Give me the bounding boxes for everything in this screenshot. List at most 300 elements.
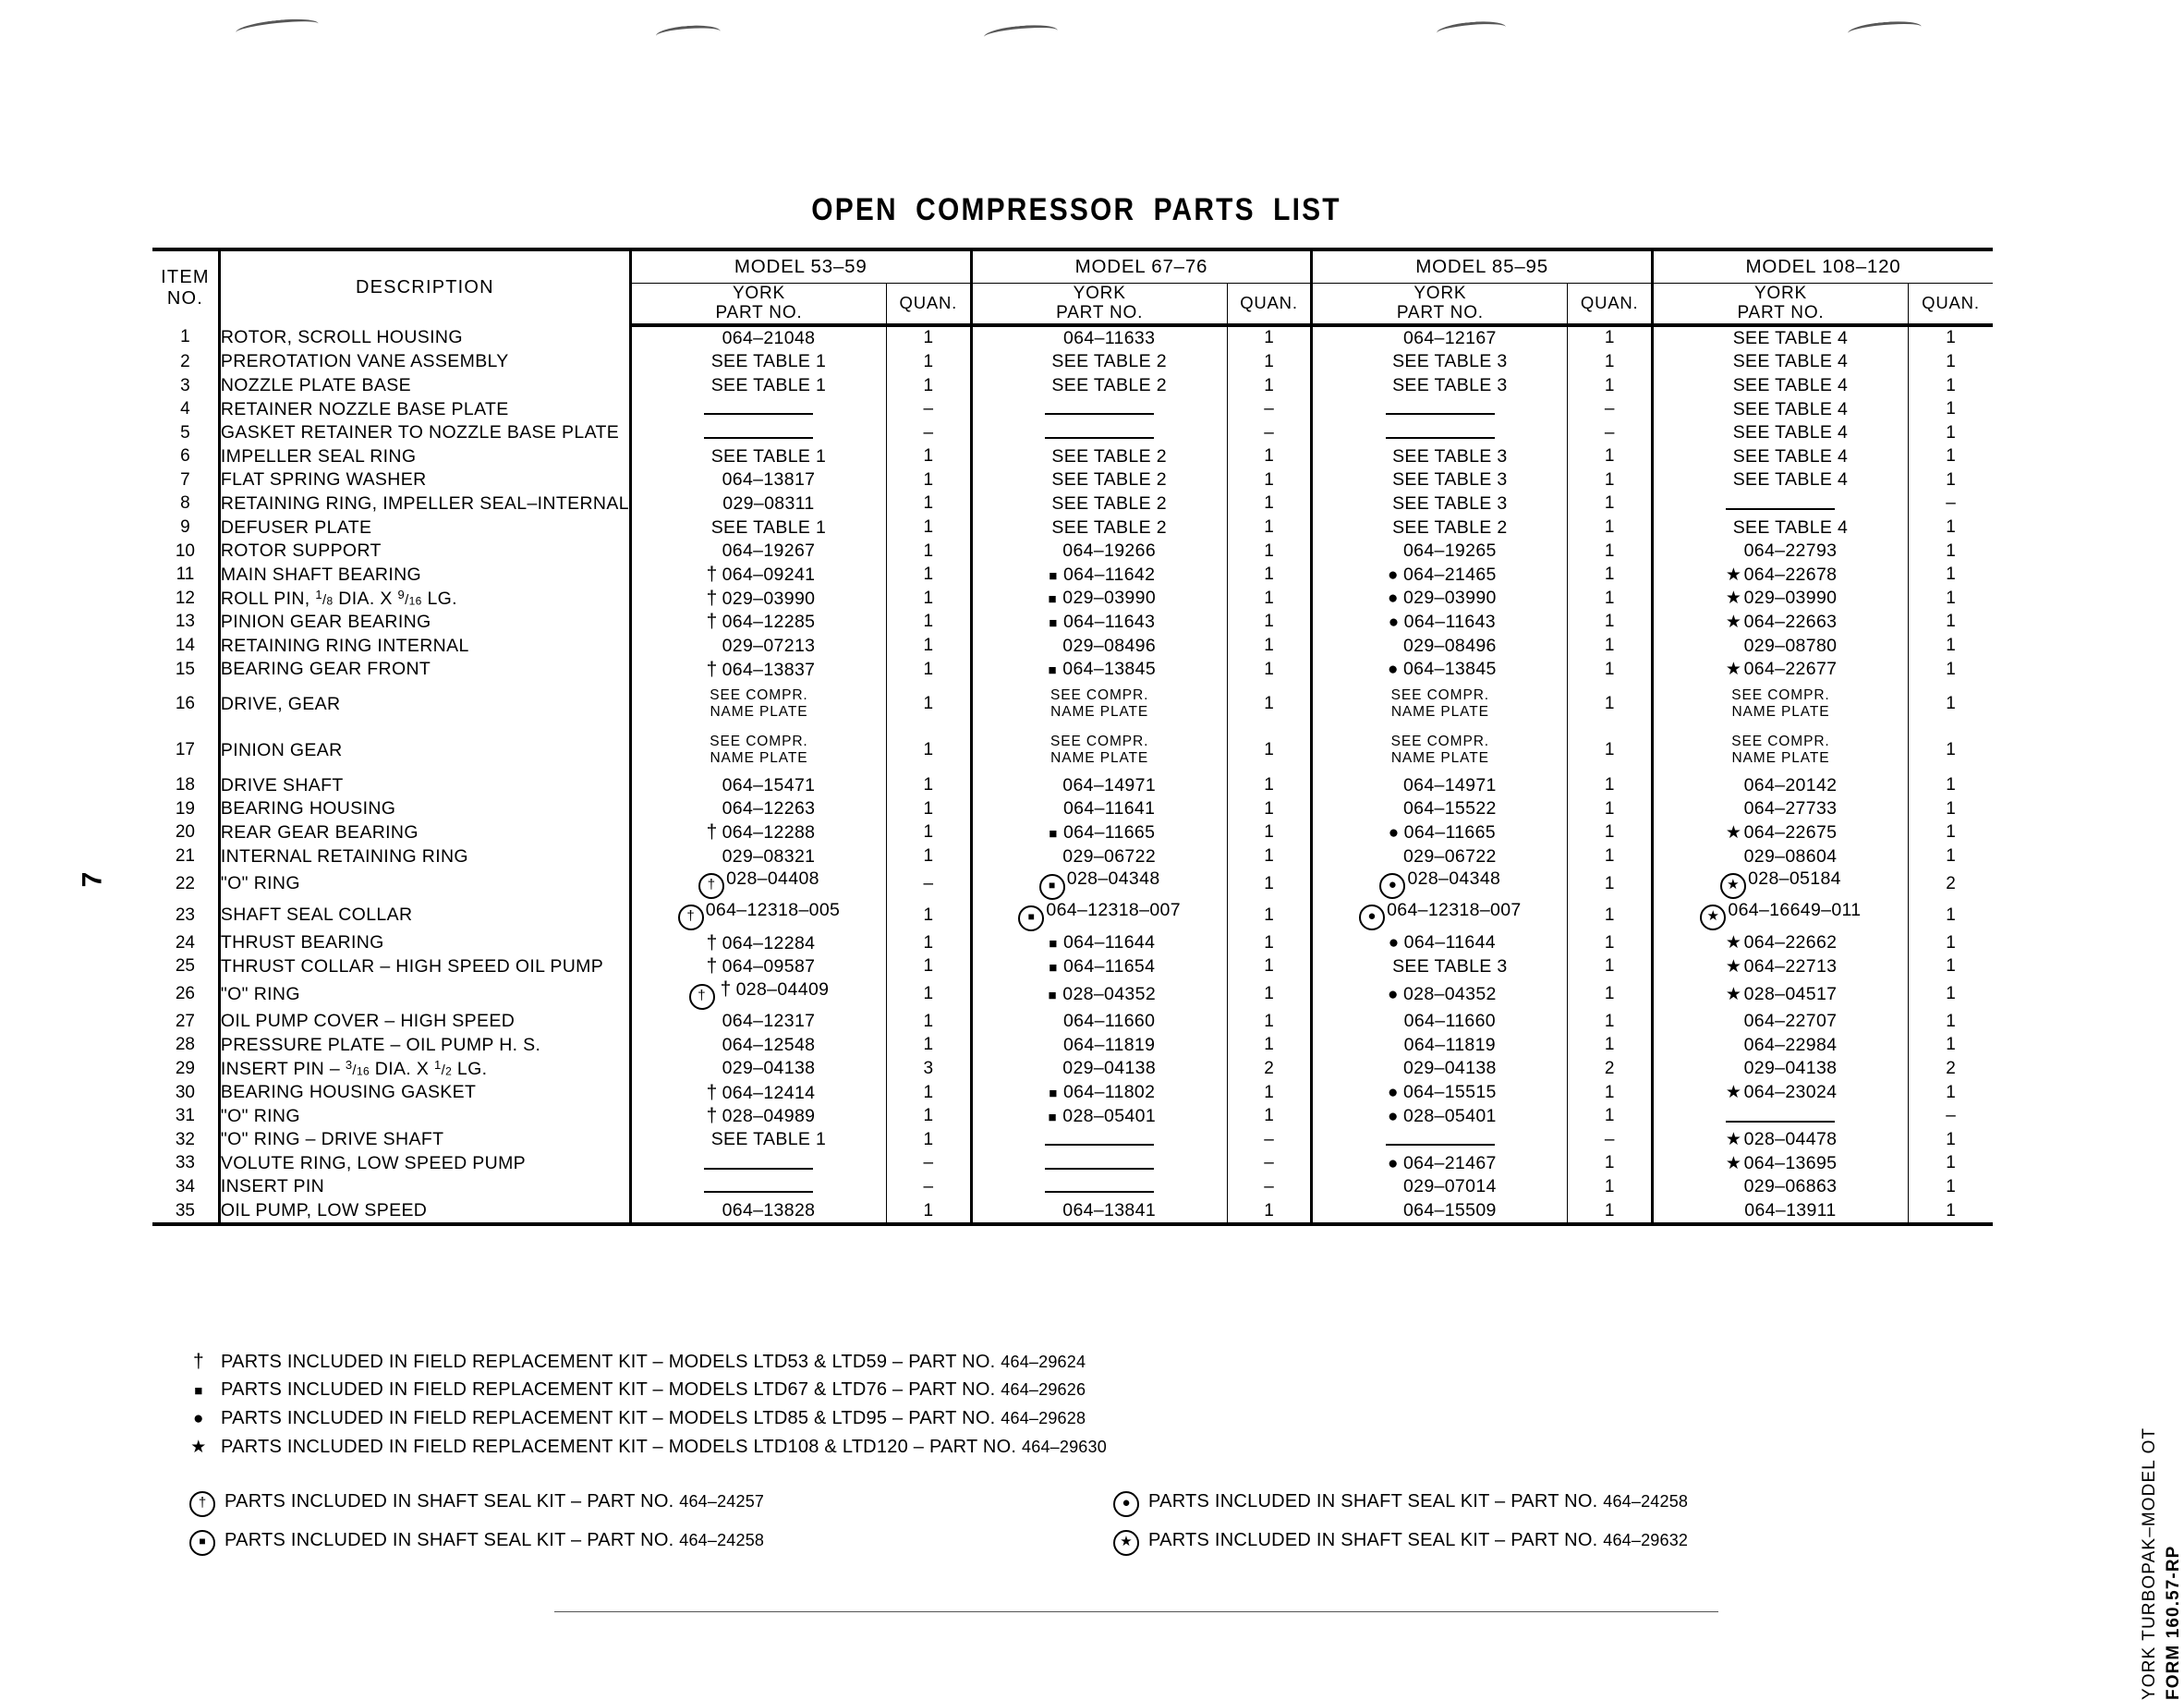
cell-description: "O" RING: [219, 1104, 630, 1128]
open-compressor-parts-table: [152, 248, 1993, 1226]
see-compressor-name-plate: SEE COMPR. NAME PLATE: [1390, 734, 1489, 767]
cell-description: BEARING HOUSING GASKET: [219, 1081, 630, 1105]
part-number-text: 028–04352: [1062, 983, 1157, 1004]
cell-quantity: 1: [1908, 350, 1993, 374]
cell-item-no: 32: [175, 1129, 195, 1149]
cell-part-number: [630, 350, 886, 374]
cell-quantity: 1: [1908, 681, 1993, 727]
cell-quantity: 1: [1227, 797, 1312, 821]
table-row: [152, 1128, 1993, 1152]
cell-description: DEFUSER PLATE: [219, 516, 630, 540]
cell-item-no: 16: [175, 694, 195, 714]
cell-part-number: [630, 516, 886, 540]
cell-part-number: [971, 397, 1227, 421]
cell-quantity: 1: [887, 931, 972, 955]
part-number-text: 029–04138: [722, 1058, 816, 1079]
cell-part-number: [971, 1034, 1227, 1058]
part-number-text: SEE TABLE 4: [1732, 516, 1849, 538]
cell-part-number: [1312, 658, 1568, 682]
part-number-text: 064–22793: [1743, 540, 1838, 562]
cell-quantity: 1: [1568, 797, 1653, 821]
table-row: [152, 681, 1993, 727]
cell-quantity: 1: [1568, 611, 1653, 635]
part-number-text: 028–04348: [1066, 868, 1160, 889]
footnote-shaft-seal-kit: [1113, 1482, 2037, 1521]
disc-marker-icon: ●: [1388, 612, 1400, 632]
cell-item-no: 12: [175, 588, 195, 608]
cell-quantity: 1: [1908, 727, 1993, 773]
cell-quantity: –: [1568, 397, 1653, 421]
not-applicable-rule: [1045, 404, 1154, 415]
part-number-text: SEE TABLE 4: [1732, 375, 1849, 396]
footnote-part-number: 464–29632: [1603, 1530, 1689, 1549]
part-number-text: SEE TABLE 3: [1392, 955, 1508, 977]
cell-part-number: [630, 563, 886, 587]
cell-part-number: [971, 1128, 1227, 1152]
footnote-part-number: 464–29624: [1001, 1353, 1086, 1371]
cell-part-number: [971, 1010, 1227, 1034]
cell-quantity: –: [1227, 421, 1312, 445]
part-number-text: 029–08780: [1743, 635, 1838, 656]
cell-part-number: [1652, 1057, 1908, 1081]
cell-part-number: [630, 1081, 886, 1105]
cell-quantity: 1: [1908, 634, 1993, 658]
not-applicable-rule: [1045, 1159, 1154, 1170]
part-number-text: 064–13911: [1744, 1200, 1837, 1221]
cell-quantity: 1: [1568, 374, 1653, 398]
part-number-text: 064–12414: [722, 1082, 816, 1103]
part-number-text: 064–22984: [1743, 1034, 1838, 1055]
table-row: [152, 540, 1993, 564]
cell-item-no: 26: [175, 984, 195, 1003]
cell-description: ROTOR SUPPORT: [219, 540, 630, 564]
cell-part-number: [1312, 611, 1568, 635]
see-compressor-name-plate: SEE COMPR. NAME PLATE: [1050, 734, 1149, 767]
cell-part-number: [971, 773, 1227, 797]
scan-artifact-1: [235, 16, 319, 40]
part-number-text: 064–22707: [1743, 1011, 1838, 1032]
cell-part-number: [1652, 1081, 1908, 1105]
cell-item-no: 34: [175, 1176, 195, 1196]
part-number-text: 064–22678: [1743, 564, 1838, 585]
disc-marker-icon: ●: [1388, 660, 1399, 680]
cell-part-number: [971, 1152, 1227, 1176]
cell-part-number: [1652, 516, 1908, 540]
footnote-symbol: [189, 1437, 221, 1458]
part-number-text: SEE TABLE 1: [710, 1129, 827, 1150]
circled-square-marker-icon: ■: [189, 1530, 215, 1556]
cell-description: FLAT SPRING WASHER: [219, 468, 630, 492]
not-applicable-rule: [704, 1159, 813, 1170]
cell-item-no: 5: [180, 422, 190, 443]
cell-quantity: 1: [1227, 727, 1312, 773]
part-number-text: 029–06863: [1743, 1176, 1838, 1197]
cell-part-number: [971, 1104, 1227, 1128]
cell-quantity: 1: [1908, 374, 1993, 398]
part-number-text: 064–27733: [1743, 798, 1838, 820]
cell-quantity: 1: [887, 587, 972, 611]
cell-quantity: 1: [1908, 978, 1993, 1010]
cell-part-number: [630, 931, 886, 955]
cell-part-number: [1652, 727, 1908, 773]
cell-quantity: 1: [887, 773, 972, 797]
disc-marker-icon: ●: [1388, 1153, 1399, 1173]
cell-item-no: 10: [175, 540, 195, 561]
cell-part-number: [1652, 1175, 1908, 1199]
cell-part-number: [971, 516, 1227, 540]
part-number-text: 028–04517: [1743, 983, 1838, 1004]
cell-quantity: 1: [887, 516, 972, 540]
cell-part-number: [971, 681, 1227, 727]
cell-part-number: [971, 492, 1227, 516]
cell-quantity: 1: [887, 797, 972, 821]
dagger-marker-icon: †: [706, 1081, 718, 1103]
cell-quantity: 1: [1568, 540, 1653, 564]
part-number-text: 029–04138: [1062, 1058, 1157, 1079]
cell-part-number: [630, 325, 886, 351]
part-number-text: 064–11641: [1062, 798, 1156, 820]
table-row: [152, 844, 1993, 868]
star-marker-icon: ★: [1725, 1153, 1742, 1173]
part-number-text: 028–04352: [1402, 983, 1497, 1004]
part-number-text: 064–13845: [1402, 659, 1497, 680]
table-row: [152, 1034, 1993, 1058]
footnote-symbol: [1113, 1525, 1148, 1556]
cell-quantity: 1: [1568, 658, 1653, 682]
part-number-text: SEE TABLE 2: [1051, 351, 1167, 372]
part-number-text: 064–21048: [722, 327, 816, 348]
part-number-text: 064–12317: [722, 1011, 816, 1032]
table-row: [152, 374, 1993, 398]
footnote-part-number: 464–24258: [1603, 1491, 1689, 1511]
cell-quantity: 1: [1568, 727, 1653, 773]
cell-item-no: 23: [175, 905, 195, 925]
disc-marker-icon: ●: [1388, 589, 1399, 609]
cell-part-number: [971, 445, 1227, 469]
cell-part-number: [1652, 681, 1908, 727]
cell-part-number: [971, 634, 1227, 658]
cell-part-number: [1652, 374, 1908, 398]
cell-item-no: 15: [175, 659, 195, 679]
cell-part-number: [971, 611, 1227, 635]
cell-part-number: [630, 1010, 886, 1034]
table-row: [152, 634, 1993, 658]
cell-part-number: [971, 900, 1227, 931]
cell-part-number: [1652, 1152, 1908, 1176]
cell-part-number: [630, 821, 886, 845]
cell-quantity: 1: [1227, 563, 1312, 587]
part-number-text: 064–11665: [1062, 821, 1156, 843]
cell-quantity: 1: [1227, 611, 1312, 635]
dagger-marker-icon: †: [706, 931, 718, 953]
part-number-text: SEE TABLE 3: [1392, 469, 1508, 491]
cell-quantity: 1: [1227, 658, 1312, 682]
disc-marker-icon: ●: [1388, 984, 1399, 1004]
cell-quantity: 1: [1908, 954, 1993, 978]
cell-part-number: [1312, 868, 1568, 900]
not-applicable-rule: [1726, 1111, 1835, 1123]
cell-part-number: [1652, 611, 1908, 635]
cell-quantity: 1: [1227, 900, 1312, 931]
part-number-text: 064–11802: [1062, 1082, 1156, 1103]
part-number-text: SEE TABLE 2: [1051, 516, 1167, 538]
cell-quantity: 1: [1568, 634, 1653, 658]
not-applicable-rule: [1386, 428, 1495, 439]
header-quan-1: QUAN.: [1227, 284, 1312, 325]
part-number-text: 028–05401: [1062, 1105, 1157, 1126]
not-applicable-rule: [1386, 1135, 1495, 1146]
table-row: [152, 900, 1993, 931]
part-number-text: 064–12318–005: [705, 900, 841, 921]
cell-quantity: 1: [1568, 868, 1653, 900]
table-row: [152, 1057, 1993, 1081]
cell-part-number: [1652, 821, 1908, 845]
part-number-text: 029–07213: [722, 635, 816, 656]
part-number-text: 029–04138: [1743, 1058, 1838, 1079]
cell-part-number: [630, 421, 886, 445]
cell-quantity: 1: [1227, 954, 1312, 978]
cell-quantity: 1: [1568, 1034, 1653, 1058]
cell-part-number: [971, 1081, 1227, 1105]
star-marker-icon: ★: [1725, 612, 1742, 632]
cell-item-no: 8: [180, 493, 190, 514]
cell-part-number: [1652, 1199, 1908, 1225]
document-form-label: [2140, 1404, 2184, 1700]
table-row: [152, 468, 1993, 492]
cell-part-number: [630, 900, 886, 931]
cell-part-number: [1312, 1199, 1568, 1225]
cell-part-number: [1312, 634, 1568, 658]
cell-quantity: 1: [1568, 1104, 1653, 1128]
not-applicable-rule: [704, 1182, 813, 1193]
scan-artifact-4: [1436, 19, 1506, 41]
footnote-text: PARTS INCLUDED IN SHAFT SEAL KIT – PART NO. 464–24258: [1148, 1490, 1689, 1512]
cell-part-number: [630, 1175, 886, 1199]
cell-quantity: –: [1227, 1175, 1312, 1199]
part-number-text: 064–11819: [1403, 1034, 1496, 1055]
table-row: [152, 445, 1993, 469]
cell-item-no: 18: [175, 775, 195, 795]
footnote-field-kit: [189, 1351, 2037, 1379]
part-number-text: 029–07014: [1402, 1176, 1497, 1197]
cell-quantity: 1: [1568, 1199, 1653, 1225]
cell-quantity: 1: [1227, 821, 1312, 845]
part-number-text: 064–11654: [1062, 955, 1156, 977]
circled-disc-marker-icon: ●: [1359, 905, 1385, 930]
cell-part-number: [1312, 516, 1568, 540]
circled-square-marker-icon: ■: [1018, 905, 1044, 931]
cell-part-number: [971, 374, 1227, 398]
cell-quantity: 1: [1227, 374, 1312, 398]
part-number-text: 064–15522: [1402, 798, 1497, 820]
cell-quantity: 1: [887, 492, 972, 516]
cell-quantity: 1: [1568, 978, 1653, 1010]
form-label-line1: YORK TURBOPAK–MODEL OT: [2140, 1427, 2159, 1700]
cell-item-no: 22: [175, 873, 195, 893]
cell-quantity: 1: [1568, 900, 1653, 931]
cell-quantity: 1: [1568, 325, 1653, 351]
cell-quantity: 1: [1568, 773, 1653, 797]
square-marker-icon: ■: [1048, 1109, 1057, 1125]
part-number-text: 028–04478: [1743, 1129, 1838, 1150]
part-number-text: 064–20142: [1743, 774, 1838, 795]
cell-part-number: [1312, 350, 1568, 374]
cell-part-number: [971, 1199, 1227, 1225]
cell-quantity: 1: [1568, 1175, 1653, 1199]
footnote-symbol: [1113, 1487, 1148, 1517]
table-row: [152, 325, 1993, 351]
part-number-text: 064–19267: [722, 540, 816, 562]
star-marker-icon: ★: [1725, 660, 1742, 680]
footnote-symbol: [189, 1487, 224, 1517]
cell-part-number: [1312, 325, 1568, 351]
header-description: DESCRIPTION: [219, 249, 630, 325]
shaft-seal-kit-footnotes-right: [1113, 1482, 2037, 1560]
cell-quantity: 1: [887, 1199, 972, 1225]
cell-part-number: [1652, 397, 1908, 421]
cell-quantity: 1: [887, 325, 972, 351]
part-number-text: 064–19266: [1062, 540, 1157, 562]
cell-quantity: –: [1568, 1128, 1653, 1152]
header-item-no-line2: NO.: [166, 287, 204, 309]
table-row: [152, 1199, 1993, 1225]
cell-part-number: [1312, 821, 1568, 845]
cell-quantity: 1: [1908, 563, 1993, 587]
cell-quantity: 2: [1568, 1057, 1653, 1081]
cell-part-number: [1312, 900, 1568, 931]
cell-quantity: 1: [1568, 587, 1653, 611]
star-marker-icon: ★: [190, 1438, 207, 1457]
footnote-part-number: 464–24258: [679, 1530, 765, 1549]
not-applicable-rule: [1045, 1135, 1154, 1146]
part-number-text: 028–04408: [726, 868, 819, 890]
cell-quantity: 1: [1568, 954, 1653, 978]
cell-description: RETAINER NOZZLE BASE PLATE: [219, 397, 630, 421]
cell-item-no: 3: [180, 375, 190, 395]
header-item-no: [152, 249, 219, 325]
footnote-part-number: 464–29630: [1022, 1438, 1107, 1456]
cell-item-no: 19: [175, 798, 195, 819]
part-number-text: SEE TABLE 3: [1392, 445, 1508, 467]
cell-quantity: –: [1568, 421, 1653, 445]
cell-quantity: 1: [1908, 325, 1993, 351]
header-quan-0: QUAN.: [887, 284, 972, 325]
circled-disc-marker-icon: ●: [1113, 1491, 1139, 1517]
disc-marker-icon: ●: [1388, 822, 1400, 843]
cell-part-number: [630, 492, 886, 516]
part-number-text: 029–03990: [1062, 588, 1157, 609]
part-number-text: 029–08604: [1743, 845, 1838, 867]
cell-description: ROTOR, SCROLL HOUSING: [219, 325, 630, 351]
cell-description: PRESSURE PLATE – OIL PUMP H. S.: [219, 1034, 630, 1058]
table-body: [152, 325, 1993, 1225]
cell-part-number: [971, 325, 1227, 351]
field-replacement-kit-footnotes: [189, 1351, 2037, 1465]
cell-quantity: 1: [1908, 821, 1993, 845]
cell-item-no: 9: [180, 517, 190, 538]
cell-part-number: [1312, 445, 1568, 469]
part-number-text: SEE TABLE 2: [1051, 445, 1167, 467]
part-number-text: 029–08311: [722, 492, 815, 514]
cell-quantity: 1: [1227, 587, 1312, 611]
cell-quantity: 1: [1227, 1010, 1312, 1034]
cell-quantity: 1: [887, 634, 972, 658]
cell-part-number: [1652, 468, 1908, 492]
part-number-text: 064–15471: [722, 774, 816, 795]
part-number-text: SEE TABLE 3: [1392, 375, 1508, 396]
cell-part-number: [1312, 1128, 1568, 1152]
cell-description: OIL PUMP COVER – HIGH SPEED: [219, 1010, 630, 1034]
table-row: [152, 978, 1993, 1010]
cell-part-number: [1312, 931, 1568, 955]
disc-marker-icon: ●: [1388, 1083, 1399, 1103]
cell-item-no: 29: [175, 1058, 195, 1078]
cell-quantity: 1: [1908, 1128, 1993, 1152]
table-row: [152, 350, 1993, 374]
footnote-text: PARTS INCLUDED IN SHAFT SEAL KIT – PART NO. 464–29632: [1148, 1529, 1689, 1550]
cell-quantity: 1: [1908, 797, 1993, 821]
cell-quantity: 1: [1227, 1034, 1312, 1058]
cell-quantity: 1: [1568, 681, 1653, 727]
part-number-text: 029–03990: [722, 588, 816, 609]
part-number-text: 064–13817: [722, 469, 816, 491]
cell-quantity: 1: [887, 727, 972, 773]
cell-quantity: 1: [1908, 468, 1993, 492]
cell-quantity: 1: [887, 611, 972, 635]
cell-quantity: 1: [1908, 931, 1993, 955]
cell-part-number: [630, 540, 886, 564]
cell-part-number: [1652, 421, 1908, 445]
cell-quantity: 1: [1227, 516, 1312, 540]
cell-quantity: 1: [887, 821, 972, 845]
header-model-group-3: MODEL 108–120: [1652, 249, 1993, 284]
footnote-text: PARTS INCLUDED IN FIELD REPLACEMENT KIT – MODELS LTD85 & LTD95 – PART NO. 464–29628: [221, 1408, 1086, 1428]
part-number-text: 064–12284: [722, 932, 816, 953]
cell-part-number: [1652, 540, 1908, 564]
part-number-text: 064–13845: [1062, 659, 1157, 680]
cell-part-number: [630, 797, 886, 821]
part-number-text: 064–11633: [1062, 327, 1156, 348]
circled-dagger-marker-icon: †: [698, 873, 724, 899]
table-row: [152, 516, 1993, 540]
cell-description: THRUST BEARING: [219, 931, 630, 955]
page-number: 7: [77, 871, 108, 888]
part-number-text: SEE TABLE 4: [1732, 445, 1849, 467]
cell-part-number: [971, 868, 1227, 900]
cell-part-number: [630, 773, 886, 797]
cell-part-number: [971, 421, 1227, 445]
cell-quantity: –: [887, 868, 972, 900]
table-row: [152, 1104, 1993, 1128]
footnote-symbol: [189, 1351, 221, 1373]
square-marker-icon: ■: [1049, 614, 1058, 631]
cell-description: BEARING GEAR FRONT: [219, 658, 630, 682]
part-number-text: SEE TABLE 4: [1732, 327, 1849, 348]
footnote-part-number: 464–29626: [1001, 1380, 1086, 1399]
cell-quantity: 1: [1908, 844, 1993, 868]
cell-part-number: [1652, 931, 1908, 955]
part-number-text: 028–05401: [1402, 1105, 1497, 1126]
dagger-marker-icon: †: [706, 658, 718, 680]
footnote-part-number: 464–24257: [679, 1491, 765, 1511]
circled-dagger-marker-icon: †: [678, 905, 704, 930]
part-number-text: 064–22677: [1743, 659, 1838, 680]
cell-part-number: [630, 445, 886, 469]
cell-part-number: [971, 1057, 1227, 1081]
cell-part-number: [1652, 978, 1908, 1010]
not-applicable-rule: [704, 428, 813, 439]
cell-quantity: 2: [1908, 868, 1993, 900]
